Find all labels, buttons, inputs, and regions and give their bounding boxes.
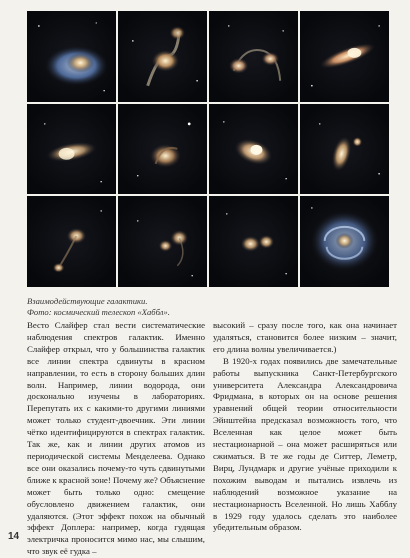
galaxy-panel-10 — [118, 196, 207, 287]
page-number: 14 — [8, 531, 20, 542]
galaxy-panel-11 — [209, 196, 298, 287]
galaxy-panel-8 — [300, 104, 389, 195]
galaxy-panel-5 — [27, 104, 116, 195]
figure-caption — [27, 296, 397, 318]
galaxy-panel-7 — [209, 104, 298, 195]
text-column-left — [27, 320, 205, 558]
caption-title: Взаимодействующие галактики. — [27, 296, 148, 306]
galaxy-panel-4 — [300, 11, 389, 102]
caption-credit: Фото: космический телескоп «Хаббл». — [27, 307, 170, 317]
paragraph-slipher: Весто Слайфер стал вести систематические наблюдения спектров галактик. Именно Слайфер открыл, что у большинства галактик все линии спектра сдвинуты в красном направлении, то есть в сторону больших длин волн. Например, линии водорода, они досконально изучены в лабораториях. Перепутать их с какими-то другими линиями может только студент-двоечник. Эти линии чётко идентифицируются в спектрах галактик. Так же, как и линии других атомов из периодической системы Менделеева. Однако все они оказались почему-то чуть сдвинутыми ближе к красной зоне! Почему же? Объяснение может быть только одно: смещение обусловлено движением галактик, они удаляются. (Этот эффект похож на обычный эффект Доплера: например, когда гудящая электричка проносится мимо нас, мы слышим, что звук её гудка – — [27, 320, 205, 557]
galaxy-panel-2 — [118, 11, 207, 102]
paragraph-friedmann: В 1920-х годах появились две замечательные работы выпускника Санкт-Петербургского университета Александра Александровича Фридмана, в которых он на основе решения уравнений общей теории относительности Эйнштейна предсказал возможность того, что Вселенная как целое может быть нестационарной – она может расширяться или сжиматься. В те же годы де Ситтер, Леметр, Вирц, Лундмарк и другие учёные приходили к похожим выводам и пытались извлечь из наблюдений возможное указание на нестационарность Вселенной. Но лишь Хабблу в 1929 году удалось сделать это наиболее убедительным образом. — [213, 355, 397, 533]
galaxy-panel-3 — [209, 11, 298, 102]
galaxy-panel-6 — [118, 104, 207, 195]
text-column-right — [213, 320, 397, 534]
paragraph-doppler-end: высокий – сразу после того, как она начинает удаляться, становится более низким – значит, его длина волны увеличивается.) — [213, 320, 397, 354]
galaxy-photo-grid — [27, 11, 389, 287]
galaxy-panel-1 — [27, 11, 116, 102]
galaxy-panel-9 — [27, 196, 116, 287]
galaxy-panel-12 — [300, 196, 389, 287]
